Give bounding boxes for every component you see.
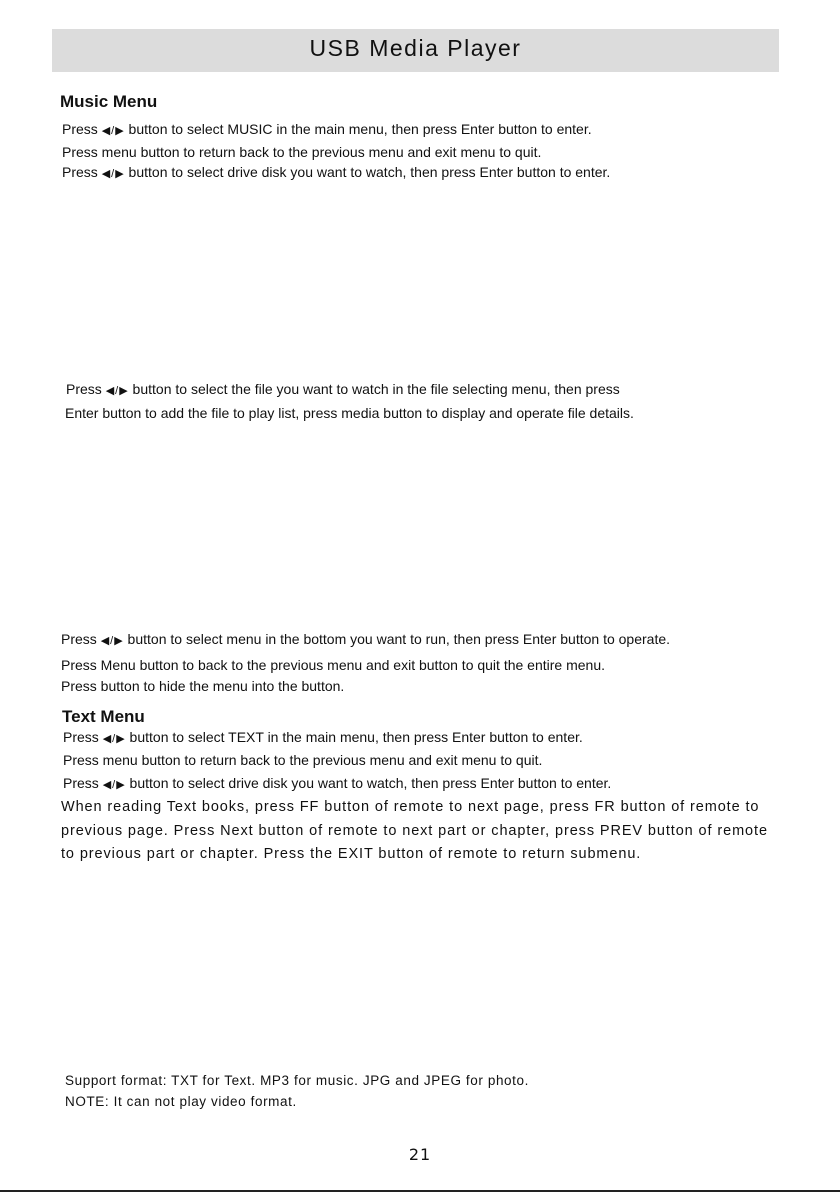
note-line: NOTE: It can not play video format. bbox=[65, 1094, 297, 1109]
support-format-line: Support format: TXT for Text. MP3 for music. JPG and JPEG for photo. bbox=[65, 1073, 529, 1088]
music-bottom-line-2: Press Menu button to back to the previous menu and exit button to quit the entire menu. bbox=[61, 657, 605, 673]
text-reading-line-1: When reading Text books, press FF button of remote to next page, press FR button of remote to bbox=[61, 799, 760, 815]
text-reading-line-2: previous page. Press Next button of remote to next part or chapter, press PREV button of remote bbox=[61, 823, 768, 839]
left-right-arrows-icon: ◀/▶ bbox=[105, 385, 129, 397]
music-file-line-1: Press ◀/▶ button to select the file you want to watch in the file selecting menu, then press bbox=[66, 381, 620, 397]
music-intro-line-1: Press ◀/▶ button to select MUSIC in the main menu, then press Enter button to enter. bbox=[62, 121, 592, 137]
left-right-arrows-icon: ◀/▶ bbox=[101, 125, 125, 137]
left-right-arrows-icon: ◀/▶ bbox=[102, 733, 126, 745]
page-number: 21 bbox=[408, 1145, 432, 1164]
music-file-line-2: Enter button to add the file to play list, press media button to display and operate file details. bbox=[65, 405, 634, 421]
header-bar bbox=[52, 29, 779, 72]
left-right-arrows-icon: ◀/▶ bbox=[101, 168, 125, 180]
text-intro-line-2: Press menu button to return back to the previous menu and exit menu to quit. bbox=[63, 752, 543, 768]
text-intro-line-3: Press ◀/▶ button to select drive disk you want to watch, then press Enter button to enter. bbox=[63, 775, 612, 791]
text-menu-heading: Text Menu bbox=[62, 707, 145, 726]
text-reading-line-3: to previous part or chapter. Press the EXIT button of remote to return submenu. bbox=[61, 846, 642, 862]
music-bottom-line-1: Press ◀/▶ button to select menu in the bottom you want to run, then press Enter button to operate. bbox=[61, 631, 671, 647]
left-right-arrows-icon: ◀/▶ bbox=[100, 635, 124, 647]
left-right-arrows-icon: ◀/▶ bbox=[102, 779, 126, 791]
music-bottom-line-3: Press button to hide the menu into the button. bbox=[61, 678, 345, 694]
music-menu-heading: Music Menu bbox=[60, 92, 158, 111]
music-intro-line-2: Press menu button to return back to the previous menu and exit menu to quit. bbox=[62, 144, 542, 160]
text-intro-line-1: Press ◀/▶ button to select TEXT in the main menu, then press Enter button to enter. bbox=[63, 729, 583, 745]
music-intro-line-3: Press ◀/▶ button to select drive disk you want to watch, then press Enter button to enter. bbox=[62, 164, 611, 180]
page-title: USB Media Player bbox=[309, 35, 522, 61]
